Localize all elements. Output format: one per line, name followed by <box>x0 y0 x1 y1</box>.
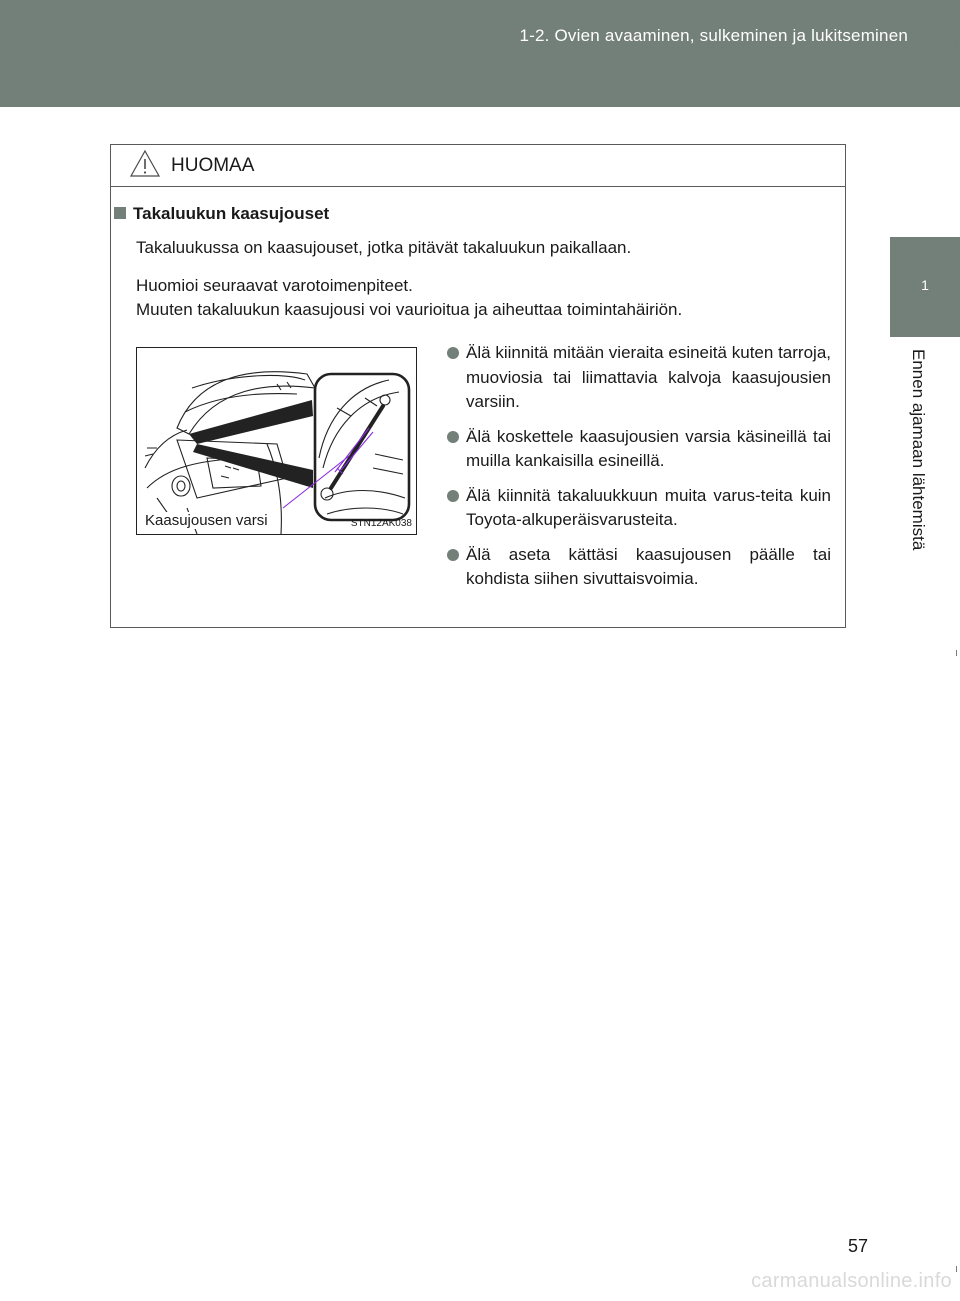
round-bullet-icon <box>447 549 459 561</box>
header-band <box>0 0 960 107</box>
crop-mark <box>956 1266 957 1272</box>
warning-header <box>111 145 845 187</box>
chapter-number: 1 <box>921 277 929 293</box>
square-bullet-icon <box>114 207 126 219</box>
paragraph: Takaluukussa on kaasujouset, jotka pitävät takaluukun paikallaan. <box>136 238 632 257</box>
section-heading-text: Takaluukun kaasujouset <box>133 204 330 223</box>
round-bullet-icon <box>447 431 459 443</box>
list-item <box>447 543 831 592</box>
tailgate-illustration <box>137 348 416 534</box>
precaution-list <box>447 341 831 602</box>
paragraph: Huomioi seuraavat varotoimenpiteet. <box>136 276 413 295</box>
warning-box <box>110 144 846 628</box>
round-bullet-icon <box>447 347 459 359</box>
watermark: carmanualsonline.info <box>751 1270 952 1292</box>
chapter-label: Ennen ajamaan lähtemistä <box>909 349 928 551</box>
chapter-tab <box>890 237 960 337</box>
figure-callout-label: Kaasujousen varsi <box>145 512 268 529</box>
list-item <box>447 484 831 533</box>
section-heading <box>114 204 329 224</box>
crop-mark <box>956 40 957 46</box>
round-bullet-icon <box>447 490 459 502</box>
list-item-text: Älä kiinnitä mitään vieraita esineitä kuten tarroja, muoviosia tai liimattavia kalvoja kaasujousien varsiin. <box>466 343 831 411</box>
list-item-text: Älä koskettele kaasujousien varsia käsineillä tai muilla kankaisilla esineillä. <box>466 426 831 470</box>
warning-title: HUOMAA <box>171 155 255 176</box>
section-title: 1-2. Ovien avaaminen, sulkeminen ja lukitseminen <box>519 26 908 45</box>
crop-mark <box>956 650 957 656</box>
paragraph: Muuten takaluukun kaasujousi voi vaurioitua ja aiheuttaa toimintahäiriön. <box>136 300 683 319</box>
warning-triangle-icon <box>129 149 161 179</box>
page-number: 57 <box>848 1236 869 1256</box>
list-item <box>447 341 831 415</box>
figure-code: STN12AK038 <box>350 518 412 529</box>
gas-spring-figure <box>136 347 417 535</box>
list-item-text: Älä aseta kättäsi kaasujousen päälle tai kohdista siihen sivuttaisvoimia. <box>466 544 831 588</box>
list-item <box>447 425 831 474</box>
list-item-text: Älä kiinnitä takaluukkuun muita varus-teita kuin Toyota-alkuperäisvarusteita. <box>466 485 831 529</box>
